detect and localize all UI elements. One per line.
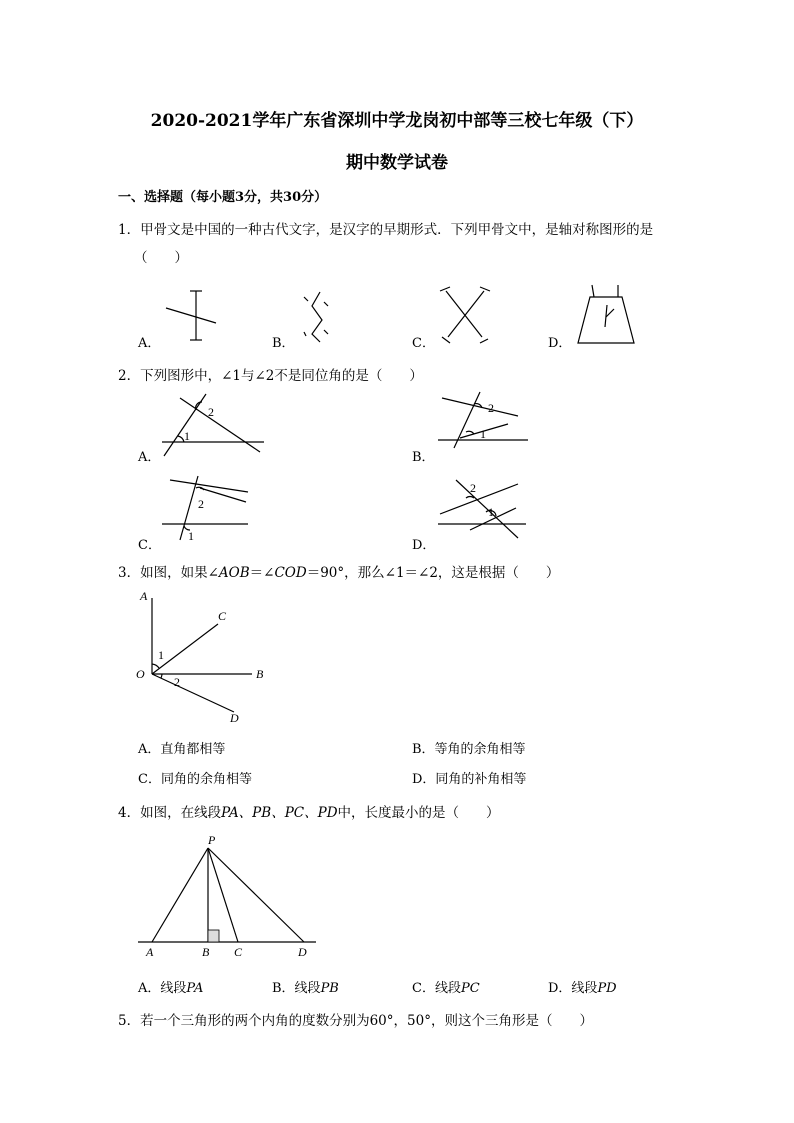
q3-option-a: A．直角都相等 bbox=[138, 742, 226, 757]
q3-figure bbox=[132, 586, 282, 726]
q3-label-b: B bbox=[256, 667, 264, 681]
q3-eq: ＝∠ bbox=[249, 565, 275, 581]
q1-text: 1．甲骨文是中国的一种古代文字，是汉字的早期形式．下列甲骨文中，是轴对称图形的是 bbox=[118, 222, 654, 238]
q1-option-b-label: B． bbox=[272, 336, 295, 351]
q4-figure bbox=[134, 832, 324, 962]
q1-option-c-label: C． bbox=[412, 336, 435, 351]
q2b-angle2-label: 2 bbox=[488, 401, 494, 415]
q3-option-c: C．同角的余角相等 bbox=[138, 772, 252, 787]
q1-option-a-label: A． bbox=[138, 336, 161, 351]
q3-text-pre: 3．如图，如果∠ bbox=[118, 565, 219, 581]
q2d-angle1-label: 1 bbox=[488, 505, 494, 519]
q4-label-c: C bbox=[234, 945, 243, 959]
q3-label-1: 1 bbox=[158, 648, 164, 662]
q1-option-d-label: D． bbox=[548, 336, 572, 351]
q4-label-b: B bbox=[202, 945, 210, 959]
q3-cod: COD bbox=[274, 565, 307, 581]
q2-text: 2．下列图形中，∠1与∠2不是同位角的是（ ） bbox=[118, 368, 423, 384]
q3-label-a: A bbox=[140, 589, 148, 603]
q2c-angle2-label: 2 bbox=[198, 497, 204, 511]
oracle-glyph-a bbox=[160, 288, 220, 348]
exam-title-line2: 期中数学试卷 bbox=[346, 153, 448, 173]
q2c-angle1-label: 1 bbox=[188, 529, 194, 543]
q1-answer-paren: （ ） bbox=[134, 250, 188, 266]
q4-option-b: B．线段PB bbox=[272, 981, 339, 996]
q2-option-c-label: C． bbox=[138, 538, 161, 553]
oracle-glyph-c bbox=[436, 283, 496, 347]
oracle-glyph-d bbox=[572, 283, 642, 349]
q2-option-d-label: D． bbox=[412, 538, 436, 553]
q3-label-o: O bbox=[136, 667, 145, 681]
q2b-angle1-label: 1 bbox=[480, 427, 486, 441]
q4-label-a: A bbox=[146, 945, 154, 959]
q3-option-d: D．同角的补角相等 bbox=[412, 772, 527, 787]
q2a-angle1-label: 1 bbox=[184, 429, 190, 443]
q3-label-c: C bbox=[218, 609, 227, 623]
q2-figure-b bbox=[434, 390, 544, 450]
q2-figure-c bbox=[156, 474, 266, 544]
q4-option-c: C．线段PC bbox=[412, 981, 480, 996]
q4-label-p: P bbox=[208, 833, 216, 847]
q2a-angle2-label: 2 bbox=[208, 405, 214, 419]
section-heading: 一、选择题（每小题3分，共30分） bbox=[118, 190, 328, 205]
q4-segs: PA、PB、PC、PD bbox=[221, 805, 338, 821]
q4-option-d: D．线段PD bbox=[548, 981, 617, 996]
q3-text bbox=[118, 561, 559, 581]
exam-title-line1: 2020-2021学年广东省深圳中学龙岗初中部等三校七年级（下） bbox=[150, 111, 644, 131]
q4-text bbox=[118, 801, 500, 821]
q2-option-a-label: A． bbox=[138, 450, 161, 465]
q4-text-pre: 4．如图，在线段 bbox=[118, 805, 222, 821]
q4-label-d: D bbox=[298, 945, 307, 959]
q4-option-a: A．线段PA bbox=[138, 981, 204, 996]
q2-figure-a bbox=[156, 390, 276, 460]
q2d-angle2-label: 2 bbox=[470, 481, 476, 495]
q2-option-b-label: B． bbox=[412, 450, 435, 465]
q5-text: 5．若一个三角形的两个内角的度数分别为60°，50°，则这个三角形是（ ） bbox=[118, 1013, 593, 1029]
q3-aob: AOB bbox=[218, 565, 250, 581]
q3-text-post: ＝90°，那么∠1＝∠2，这是根据（ ） bbox=[306, 565, 560, 581]
q3-label-d: D bbox=[230, 711, 239, 725]
q2-figure-d bbox=[434, 474, 544, 544]
q3-label-2: 2 bbox=[174, 675, 180, 689]
q3-option-b: B．等角的余角相等 bbox=[412, 742, 526, 757]
oracle-glyph-b bbox=[294, 288, 344, 348]
q4-text-post: 中，长度最小的是（ ） bbox=[337, 805, 500, 821]
